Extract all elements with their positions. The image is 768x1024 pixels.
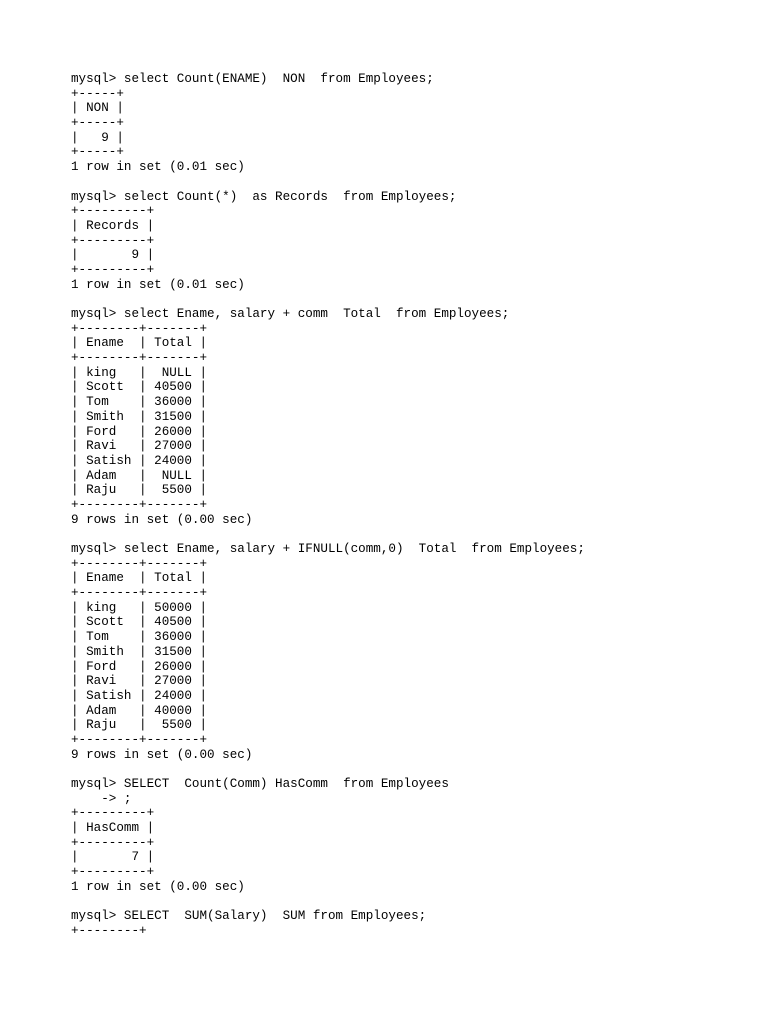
sql-prompt-line: mysql> select Ename, salary + IFNULL(comm,0) Total from Employees; xyxy=(71,542,585,556)
sql-prompt-line: mysql> select Ename, salary + comm Total from Employees; xyxy=(71,307,510,321)
result-summary: 1 row in set (0.01 sec) xyxy=(71,277,245,292)
query-block-count-records xyxy=(71,190,585,293)
table-border: +--------+ xyxy=(71,923,147,938)
table-border: +--------+-------+ xyxy=(71,321,208,336)
table-header: | NON | xyxy=(71,101,124,116)
table-border: +--------+-------+ xyxy=(71,556,208,571)
table-border: +---------+ xyxy=(71,835,155,850)
sql-prompt-line: mysql> select Count(ENAME) NON from Employees; xyxy=(71,72,434,86)
table-border: +--------+-------+ xyxy=(71,732,208,747)
query-block-salary-plus-comm xyxy=(71,307,585,527)
table-row: | Scott | 40500 | xyxy=(71,615,208,630)
query-block-count-comm xyxy=(71,777,585,895)
blank-line xyxy=(71,175,585,190)
sql-continuation-line: -> ; xyxy=(71,791,132,806)
table-row: | Ford | 26000 | xyxy=(71,424,208,439)
table-border: +--------+-------+ xyxy=(71,497,208,512)
table-row: | Raju | 5500 | xyxy=(71,483,208,498)
table-row: | Tom | 36000 | xyxy=(71,395,208,410)
table-border: +---------+ xyxy=(71,262,155,277)
blank-line xyxy=(71,895,585,910)
result-summary: 9 rows in set (0.00 sec) xyxy=(71,512,253,527)
table-row: | king | 50000 | xyxy=(71,600,208,615)
table-row: | 9 | xyxy=(71,130,124,145)
result-summary: 1 row in set (0.00 sec) xyxy=(71,879,245,894)
table-row: | Adam | 40000 | xyxy=(71,703,208,718)
sql-prompt-line: mysql> SELECT SUM(Salary) SUM from Employees; xyxy=(71,909,427,924)
query-block-salary-plus-ifnull xyxy=(71,542,585,762)
table-row: | Adam | NULL | xyxy=(71,468,208,483)
sql-prompt-line: mysql> select Count(*) as Records from Employees; xyxy=(71,189,457,204)
table-header: | HasComm | xyxy=(71,821,155,836)
result-summary: 1 row in set (0.01 sec) xyxy=(71,160,245,175)
table-row: | Ravi | 27000 | xyxy=(71,674,208,689)
blank-line xyxy=(71,527,585,542)
table-row: | Scott | 40500 | xyxy=(71,380,208,395)
table-border: +---------+ xyxy=(71,865,155,880)
table-border: +-----+ xyxy=(71,86,124,101)
table-row: | 7 | xyxy=(71,850,155,865)
table-row: | Smith | 31500 | xyxy=(71,644,208,659)
table-row: | king | NULL | xyxy=(71,365,208,380)
query-block-sum-salary xyxy=(71,909,585,938)
table-row: | Raju | 5500 | xyxy=(71,718,208,733)
table-border: +--------+-------+ xyxy=(71,351,208,366)
table-row: | Ravi | 27000 | xyxy=(71,439,208,454)
table-row: | 9 | xyxy=(71,248,155,263)
table-border: +---------+ xyxy=(71,806,155,821)
query-block-count-ename xyxy=(71,72,585,175)
result-summary: 9 rows in set (0.00 sec) xyxy=(71,747,253,762)
table-header: | Ename | Total | xyxy=(71,336,208,351)
table-row: | Satish | 24000 | xyxy=(71,688,208,703)
table-row: | Ford | 26000 | xyxy=(71,659,208,674)
table-row: | Tom | 36000 | xyxy=(71,630,208,645)
blank-line xyxy=(71,292,585,307)
table-border: +---------+ xyxy=(71,233,155,248)
table-row: | Smith | 31500 | xyxy=(71,409,208,424)
sql-prompt-line: mysql> SELECT Count(Comm) HasComm from Employees xyxy=(71,777,449,791)
table-border: +-----+ xyxy=(71,116,124,131)
table-border: +-----+ xyxy=(71,145,124,160)
table-header: | Ename | Total | xyxy=(71,571,208,586)
blank-line xyxy=(71,762,585,777)
table-border: +--------+-------+ xyxy=(71,586,208,601)
table-border: +---------+ xyxy=(71,204,155,219)
terminal-transcript xyxy=(71,72,585,939)
table-row: | Satish | 24000 | xyxy=(71,453,208,468)
table-header: | Records | xyxy=(71,218,155,233)
